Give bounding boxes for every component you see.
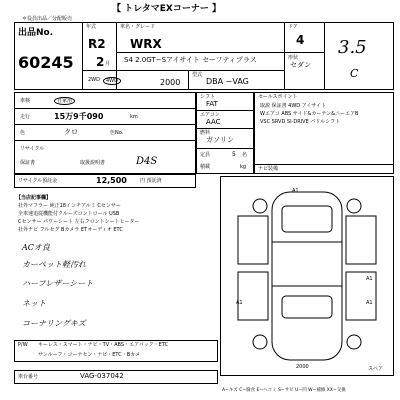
equipment-items-2: サンルーフ・コーナセン・ナビ・ETC・Bカメ — [38, 352, 141, 358]
inspection-label: 車検 — [20, 98, 31, 104]
sales-point-line-2: Wエアコ ABS サイド&カーテン&ニーエアB — [260, 111, 359, 117]
doors-value: 4 — [296, 33, 305, 47]
color-label: 色 — [20, 130, 26, 136]
warranty-label: 保証書 — [20, 160, 36, 166]
chassis-label: 車台番号 — [18, 374, 39, 380]
year-era: R2 — [88, 37, 106, 51]
recycle-fee-label: リサイクル預託金 — [18, 178, 58, 184]
year-month-unit: 月 — [105, 61, 111, 67]
body-label: 形状 — [288, 55, 299, 61]
handwritten-line-4: ネット — [22, 299, 46, 308]
body-value: セダン — [290, 61, 312, 69]
diagram-mark-2: A1 — [366, 276, 373, 282]
diagram-mark-4: A1 — [366, 300, 373, 306]
drive-2wd: 2WD — [88, 77, 100, 83]
displacement: 2000 — [160, 78, 181, 87]
header-subtitle: ＊役員出品／分配販売 — [22, 16, 73, 22]
mileage-value: 15万9千090 — [54, 112, 104, 121]
chassis-value: VAG-037042 — [80, 372, 124, 380]
shift-value: FAT — [206, 100, 218, 108]
color-code: D4S — [136, 156, 158, 167]
handwritten-line-2: カーペット軽汚れ — [22, 260, 86, 269]
mileage-unit: km — [130, 114, 138, 120]
header-title: 【 トレタマEXコーナー 】 — [112, 4, 221, 14]
interior-grade: C — [350, 67, 359, 80]
note-line-4: 社外ナビ フルセグ Bカメラ ETオーディオ ETC — [18, 227, 123, 233]
note-line-2: 全車速追従機能付クルーズコントロール USB — [18, 211, 120, 217]
lot-number: 60245 — [18, 53, 74, 72]
inspection-selected: 自家用 — [54, 97, 75, 105]
load-unit: kg — [240, 164, 247, 170]
plate-number: 2000 — [296, 364, 309, 370]
fuel-value: ガソリン — [206, 136, 234, 144]
handwritten-line-5: コーナリングキズ — [22, 319, 86, 328]
vehicle-name: WRX — [130, 37, 162, 51]
diagram-mark-3: A1 — [236, 300, 243, 306]
drive-4wd: 4WD — [103, 77, 121, 85]
handwritten-line-1: ACオ良 — [22, 243, 50, 252]
lot-label: 出品No. — [18, 28, 54, 38]
sales-points-label: セールスポイント — [258, 94, 298, 100]
shift-label: シフト — [200, 94, 216, 100]
equipment-items: キーレス・スマート・ナビ・TV・ABS・エアバック・ETC — [38, 342, 169, 348]
doors-label: ドア — [288, 24, 298, 30]
notes-header: 【当店記事欄】 — [16, 195, 52, 201]
color-no-label: 色No. — [110, 130, 124, 136]
sales-point-line-1: 取説 保証書 4WD アイサイト — [260, 103, 326, 109]
color-value: クロ — [64, 128, 78, 136]
year-month: 2 — [96, 55, 105, 69]
ac-label: エアコン — [200, 112, 220, 118]
year-label: 年式 — [86, 24, 97, 30]
vehicle-grade: S4 2.0GT−Sアイサイト セーフティプラス — [124, 56, 257, 64]
header-banner — [80, 2, 320, 16]
recycle-fee-value: 12,500 — [96, 176, 127, 185]
handwritten-line-3: ハーフレザーシート — [22, 279, 94, 288]
ac-value: AAC — [206, 118, 221, 126]
damage-legend: A−キズ C−腐食 E−ヘコミ S−サビ U−凹 W−補修 XX−交換 — [222, 388, 346, 393]
equipment-prefix: P/W — [18, 342, 28, 348]
diagram-mark-1: A1 — [292, 188, 299, 194]
name-grade-label: 車名・グレード — [120, 24, 156, 30]
capacity-value: 5 — [232, 151, 236, 158]
mileage-label: 走行 — [20, 114, 31, 120]
spare-label: スペア — [368, 366, 384, 372]
manual-label: 取扱説明書 — [80, 160, 106, 166]
note-line-1: 社外マフラー 純正18インチアルミ Cセンサー — [18, 203, 121, 209]
recycle-fee-unit: 円 預託済 — [140, 178, 162, 184]
navi-label: ナビ装備 — [258, 166, 279, 172]
capacity-unit: 名 — [242, 152, 248, 158]
model-code: DBA −VAG — [206, 77, 249, 86]
recycle-label: リサイクル — [20, 146, 45, 152]
sales-point-line-3: VSC SRVD SI-DRIVE パドルシフト — [260, 119, 341, 125]
model-label: 型式 — [192, 72, 203, 78]
capacity-label: 定員 — [200, 152, 211, 158]
fuel-label: 燃料 — [200, 130, 211, 136]
load-label: 積載 — [200, 164, 211, 170]
score-value: 3.5 — [338, 37, 367, 58]
note-line-3: Cセンサー パワーシート 左右フロントシートヒーター — [18, 219, 140, 225]
